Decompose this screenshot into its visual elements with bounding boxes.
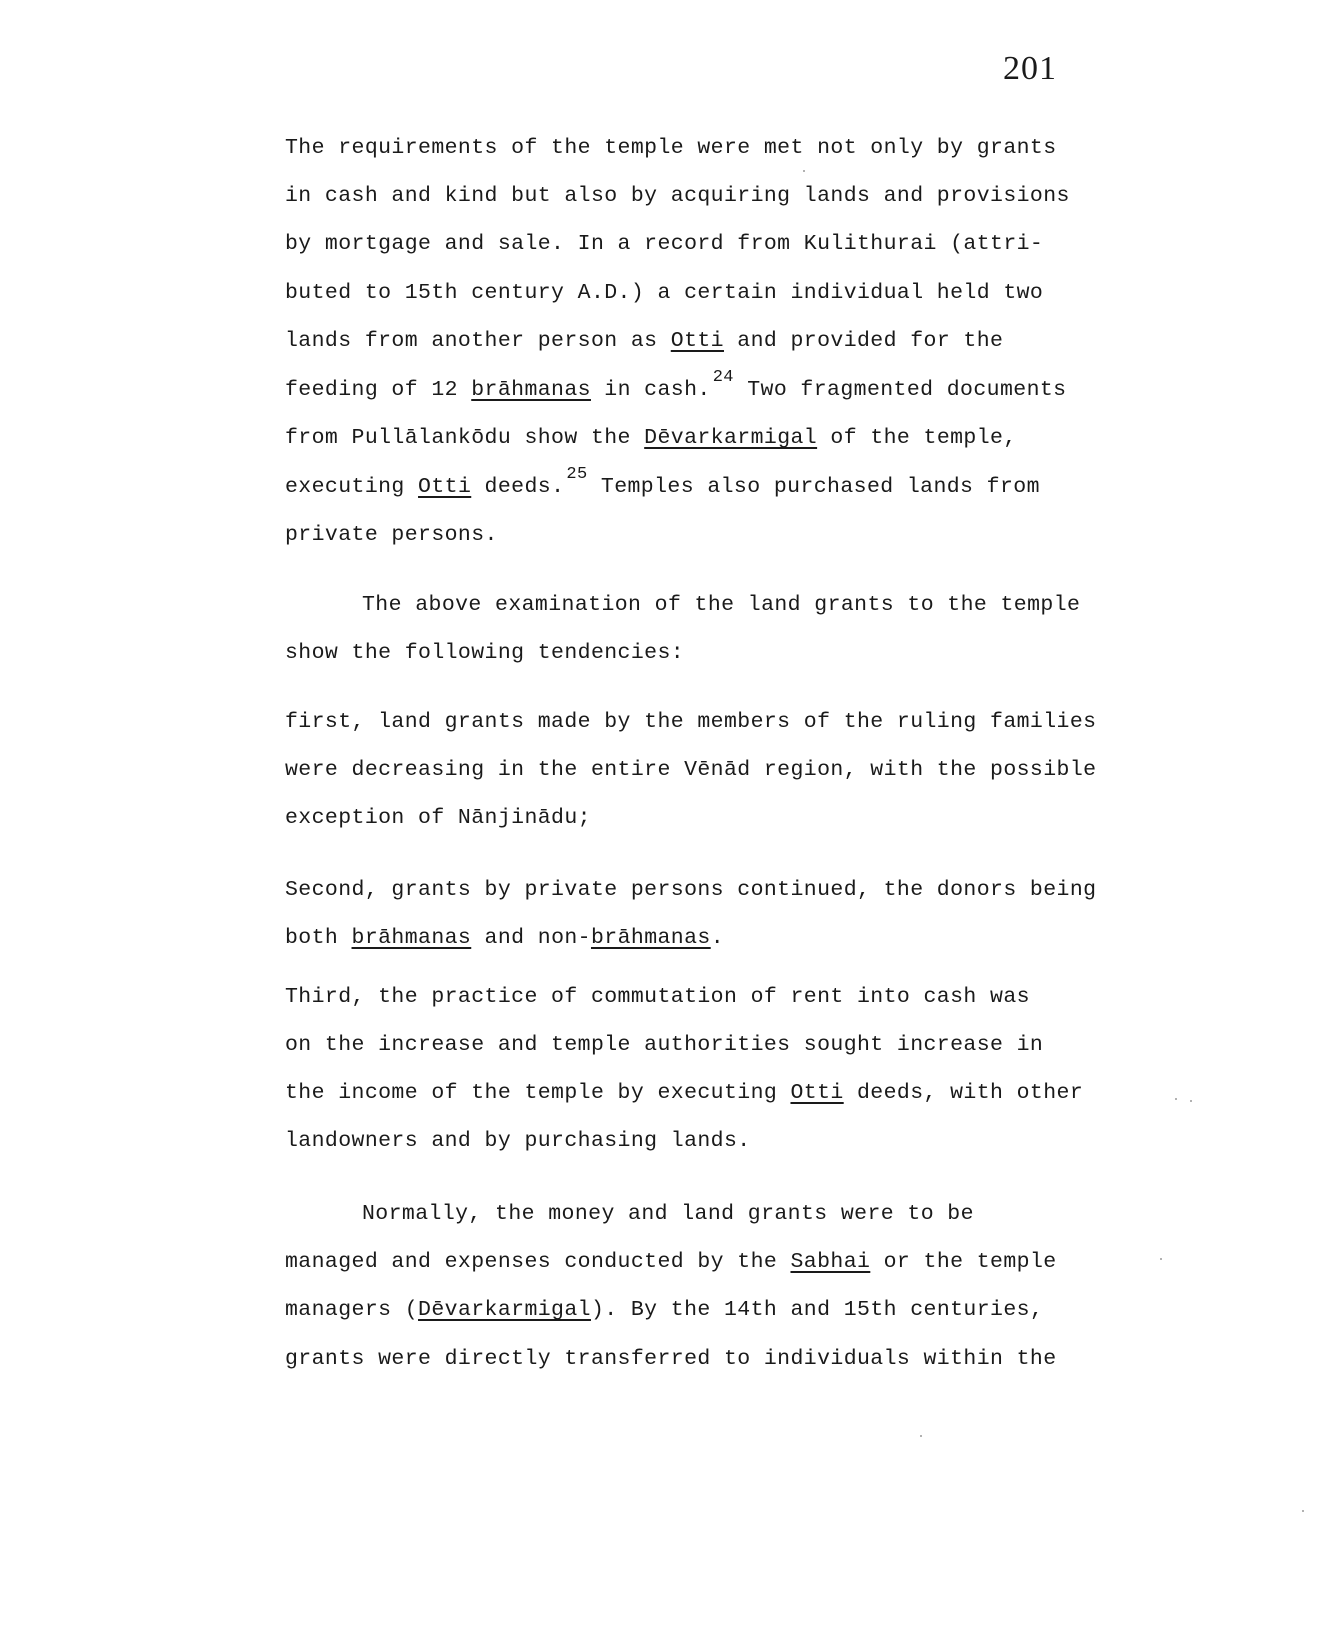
text-segment: the income of the temple by executing bbox=[285, 1081, 791, 1105]
underlined-term: Otti bbox=[670, 329, 724, 353]
underlined-term: brāhmanas bbox=[351, 926, 472, 950]
underlined-term: Dēvarkarmigal bbox=[644, 426, 818, 450]
text-segment: feeding of 12 bbox=[285, 378, 472, 402]
text-segment: and non- bbox=[471, 926, 591, 950]
underlined-term: brāhmanas bbox=[471, 378, 591, 402]
text-line bbox=[285, 465, 1040, 499]
text-segment: exception of Nānjinādu; bbox=[285, 806, 591, 830]
text-line bbox=[285, 880, 1096, 902]
text-segment: Third, the practice of commutation of rent into cash was bbox=[285, 985, 1030, 1009]
footnote-ref: 24 bbox=[712, 368, 734, 387]
text-line bbox=[285, 234, 1043, 256]
scan-speck bbox=[920, 1435, 922, 1437]
text-line bbox=[285, 643, 684, 665]
underlined-term: Dēvarkarmigal bbox=[418, 1298, 591, 1322]
text-line bbox=[285, 1083, 1083, 1105]
text-segment: Two fragmented documents bbox=[733, 378, 1067, 402]
text-segment: deeds, with other bbox=[843, 1081, 1084, 1105]
text-segment: The requirements of the temple were met not only by grants bbox=[285, 136, 1057, 160]
text-segment: private persons. bbox=[285, 523, 498, 547]
text-line bbox=[285, 987, 1030, 1009]
text-segment: grants were directly transferred to individuals within the bbox=[285, 1347, 1057, 1371]
text-segment: on the increase and temple authorities sought increase in bbox=[285, 1033, 1044, 1057]
text-segment: executing bbox=[285, 475, 419, 499]
text-line bbox=[285, 428, 1017, 450]
text-segment: in cash. bbox=[590, 378, 711, 402]
text-segment: deeds. bbox=[471, 475, 565, 499]
underlined-term: brāhmanas bbox=[590, 926, 711, 950]
text-segment: in cash and kind but also by acquiring lands and provisions bbox=[285, 184, 1070, 208]
text-segment: Second, grants by private persons continued, the donors being bbox=[285, 878, 1097, 902]
text-segment: were decreasing in the entire Vēnād region, with the possible bbox=[285, 758, 1097, 782]
text-segment: and provided for the bbox=[723, 329, 1004, 353]
text-line bbox=[285, 1131, 751, 1153]
text-segment: from Pullālankōdu show the bbox=[285, 426, 645, 450]
text-segment: Temples also purchased lands from bbox=[587, 475, 1040, 499]
text-segment: first, land grants made by the members of the ruling families bbox=[285, 710, 1097, 734]
text-line bbox=[285, 808, 591, 830]
scan-speck bbox=[1302, 1510, 1304, 1512]
text-line bbox=[285, 186, 1070, 208]
text-segment: landowners and by purchasing lands. bbox=[285, 1129, 751, 1153]
text-segment: ). By the 14th and 15th centuries, bbox=[590, 1298, 1044, 1322]
text-segment: by mortgage and sale. In a record from Kulithurai (attri- bbox=[285, 232, 1044, 256]
footnote-ref: 25 bbox=[566, 465, 588, 484]
text-segment: show the following tendencies: bbox=[285, 641, 685, 665]
text-line bbox=[285, 1035, 1043, 1057]
text-line bbox=[285, 928, 724, 950]
text-line bbox=[362, 1204, 974, 1226]
scan-speck bbox=[1175, 1098, 1177, 1100]
text-line bbox=[285, 368, 1067, 402]
text-segment: buted to 15th century A.D.) a certain individual held two bbox=[285, 281, 1044, 305]
underlined-term: Otti bbox=[790, 1081, 844, 1105]
underlined-term: Otti bbox=[418, 475, 472, 499]
text-line bbox=[285, 331, 1003, 353]
text-segment: or the temple bbox=[870, 1250, 1057, 1274]
text-segment: managers ( bbox=[285, 1298, 419, 1322]
text-segment: lands from another person as bbox=[285, 329, 671, 353]
text-line bbox=[285, 1252, 1057, 1274]
text-line bbox=[285, 1349, 1057, 1371]
text-line bbox=[285, 138, 1057, 160]
text-line bbox=[285, 760, 1096, 782]
text-line bbox=[285, 1300, 1043, 1322]
text-line bbox=[285, 525, 498, 547]
text-line bbox=[285, 712, 1096, 734]
underlined-term: Sabhai bbox=[790, 1250, 871, 1274]
text-segment: managed and expenses conducted by the bbox=[285, 1250, 791, 1274]
text-segment: of the temple, bbox=[817, 426, 1017, 450]
text-segment: . bbox=[710, 926, 725, 950]
scan-speck bbox=[1190, 1100, 1192, 1102]
text-line bbox=[285, 283, 1043, 305]
text-line bbox=[362, 595, 1080, 617]
text-segment: Normally, the money and land grants were to be bbox=[362, 1202, 974, 1226]
scan-speck bbox=[1160, 1258, 1162, 1260]
scan-speck bbox=[803, 170, 805, 172]
page-number: 201 bbox=[1003, 50, 1057, 87]
text-segment: The above examination of the land grants to the temple bbox=[362, 593, 1081, 617]
text-segment: both bbox=[285, 926, 352, 950]
